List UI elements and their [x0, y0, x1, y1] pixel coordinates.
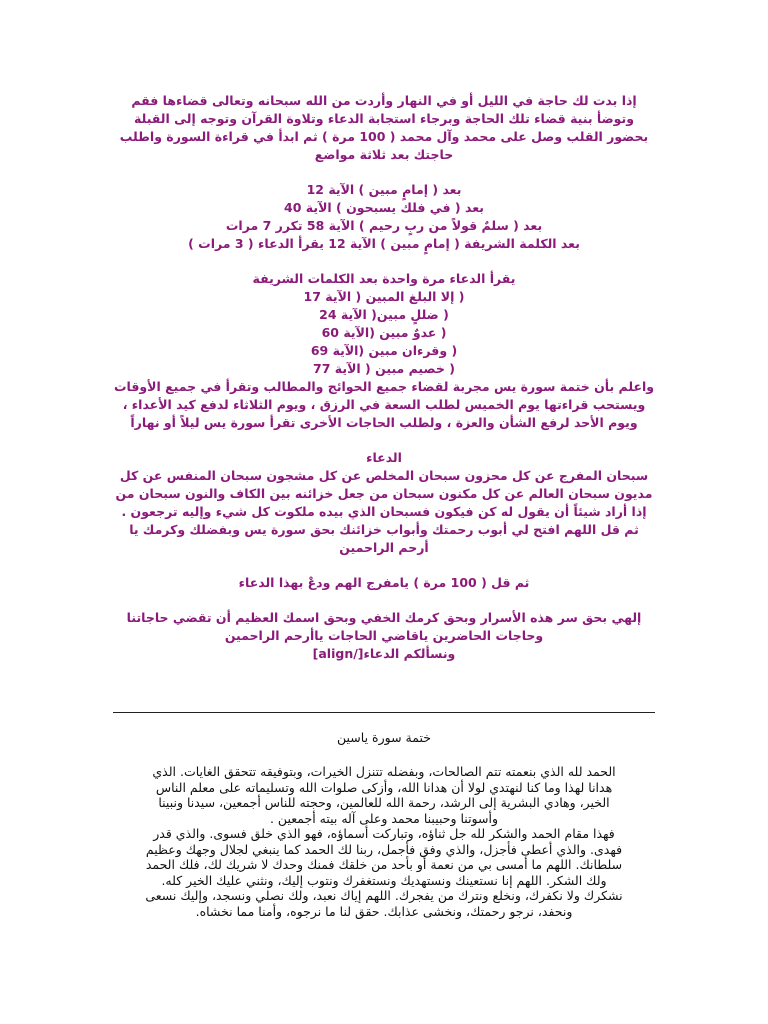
body-line: فهدى. والذي أعطى فأجزل، والذي وفق فأجمل، ربنا لك الحمد كما ينبغي لجلال وجهك وعظيم	[145, 841, 623, 857]
body-line: سلطانك. اللهم ما أمسى بي من نعمة أو بأحد من خلقك فمنك وحدك لا شريك لك، فلك الحمد	[145, 857, 623, 872]
word-line: ( خصيم مبين ( الآية 77	[313, 361, 455, 376]
then-say-line: ثم قل ( 100 مرة ) يامفرج الهم ودعْ بهذا الدعاء	[238, 575, 530, 590]
body-line: ولك الشكر. اللهم إنا نستعينك ونستهديك ونستغفرك ونتوب إليك، ونثني عليك الخير كله.	[161, 872, 607, 888]
know-line: ويوم الأحد لرفع الشأن والعزة ، ولطلب الحاجات الأخرى تقرأ سورة يس ليلاً أو نهاراً	[130, 415, 638, 430]
know-line: ويستحب قراءتها يوم الخميس لطلب السعة في الرزق ، ويوم الثلاثاء لدفع كيد الأعداء ،	[122, 397, 646, 412]
body-line: الخير، وهادي البشرية إلى الرشد، رحمة الله للعالمين، وحجته للناس أجمعين، سيدنا ونبينا	[158, 795, 610, 810]
dua-line: أرحم الراحمين	[339, 540, 429, 555]
words-intro: يقرأ الدعاء مرة واحدة بعد الكلمات الشريفة	[252, 271, 516, 286]
word-line: ( وقرءان مبين (الآية 69	[310, 343, 458, 358]
word-line: ( ضللٍ مبين( الآية 24	[319, 307, 449, 322]
intro-line: بحضور القلب وصل على محمد وآل محمد ( 100 مرة ) ثم ابدأ في قراءة السورة واطلب	[119, 129, 649, 144]
dua-line: إذا أراد شيئاً أن يقول له كن فيكون فسبحان الذي بيده ملكوت كل شيء وإليه ترجعون .	[121, 504, 647, 519]
body-line: فهذا مقام الحمد والشكر لله جل ثناؤه، وتباركت أسماؤه، فهو الذي خلق فسوى. والذي قدر	[153, 826, 615, 841]
section-title: ختمة سورة ياسين	[337, 730, 431, 745]
intro-line: إذا بدت لك حاجة في الليل أو في النهار وأردت من الله سبحانه وتعالى قضاءها فقم	[131, 93, 637, 108]
body-line: نشكرك ولا نكفرك، ونخلع ونترك من يفجرك. اللهم إياك نعبد، ولك نصلي ونسجد، وإليك نسعى	[145, 888, 623, 903]
know-line: واعلم بأن ختمة سورة يس مجربة لقضاء جميع الحوائج والمطالب وتقرأ في جميع الأوقات	[113, 379, 655, 394]
body-line: ونحفد، نرجو رحمتك، ونخشى عذابك. حقق لنا ما نرجوه، وأمنا مما نخشاه.	[195, 903, 573, 919]
dua-line: مديون سبحان العالم عن كل مكنون سبحان من جعل خزائنه بين الكاف والنون سبحان من	[115, 486, 653, 501]
body-line: الحمد لله الذي بنعمته تتم الصالحات، وبفضله تتنزل الخيرات، وبتوفيقه تتحقق الغايات. الذي	[152, 764, 616, 779]
spacer	[110, 432, 658, 449]
body-line: هدانا لهذا وما كنا لنهتدي لولا أن هدانا الله، وأزكى صلوات الله وتسليماته على معلم الناس	[155, 779, 613, 795]
final-line: ونسألكم الدعاء[/align]	[312, 646, 456, 661]
khatma-instructions	[110, 92, 658, 663]
word-line: ( عدوٌ مبين (الآية 60	[321, 325, 447, 340]
spacer	[110, 557, 658, 574]
spacer	[110, 592, 658, 609]
dua-line: ثم قل اللهم افتح لي أبوب رحمتك وأبواب خزائنك بحق سورة يس وبفضلك وكرمك يا	[129, 522, 639, 537]
place-line: بعد ( في فلك يسبحون ) الآية 40	[284, 200, 484, 215]
spacer	[110, 253, 658, 270]
place-line: بعد الكلمة الشريفة ( إمامٍ مبين ) الآية 12 يقرأ الدعاء ( 3 مرات )	[188, 236, 580, 251]
horizontal-divider	[113, 712, 655, 713]
place-line: بعد ( إمامٍ مبين ) الآية 12	[306, 182, 462, 197]
body-line: وأسوتنا وحبيبنا محمد وعلى آله بيته أجمعين .	[269, 810, 498, 826]
final-line: إلهي بحق سر هذه الأسرار وبحق كرمك الخفي وبحق اسمك العظيم أن تقضي حاجاتنا	[126, 610, 642, 625]
khatma-dua-text	[110, 764, 658, 919]
dua-line: سبحان المفرج عن كل محزون سبحان المخلص عن كل مشجون سبحان المنفس عن كل	[119, 468, 649, 483]
dua-heading: الدعاء	[366, 450, 402, 465]
spacer	[110, 164, 658, 181]
word-line: ( إلا البلغ المبين ( الآية 17	[303, 289, 465, 304]
place-line: بعد ( سلمٌ قولاً من ربٍ رحيم ) الآية 58 تكرر 7 مرات	[225, 218, 543, 233]
final-line: وحاجات الحاضرين ياقاضي الحاجات ياأرحم الراحمين	[224, 628, 544, 643]
intro-line: وتوضأ بنية قضاء تلك الحاجة وبرجاء استجابة الدعاء وتلاوة القرآن وتوجه إلى القبلة	[134, 111, 634, 126]
intro-line: حاجتك بعد ثلاثة مواضع	[314, 147, 454, 162]
